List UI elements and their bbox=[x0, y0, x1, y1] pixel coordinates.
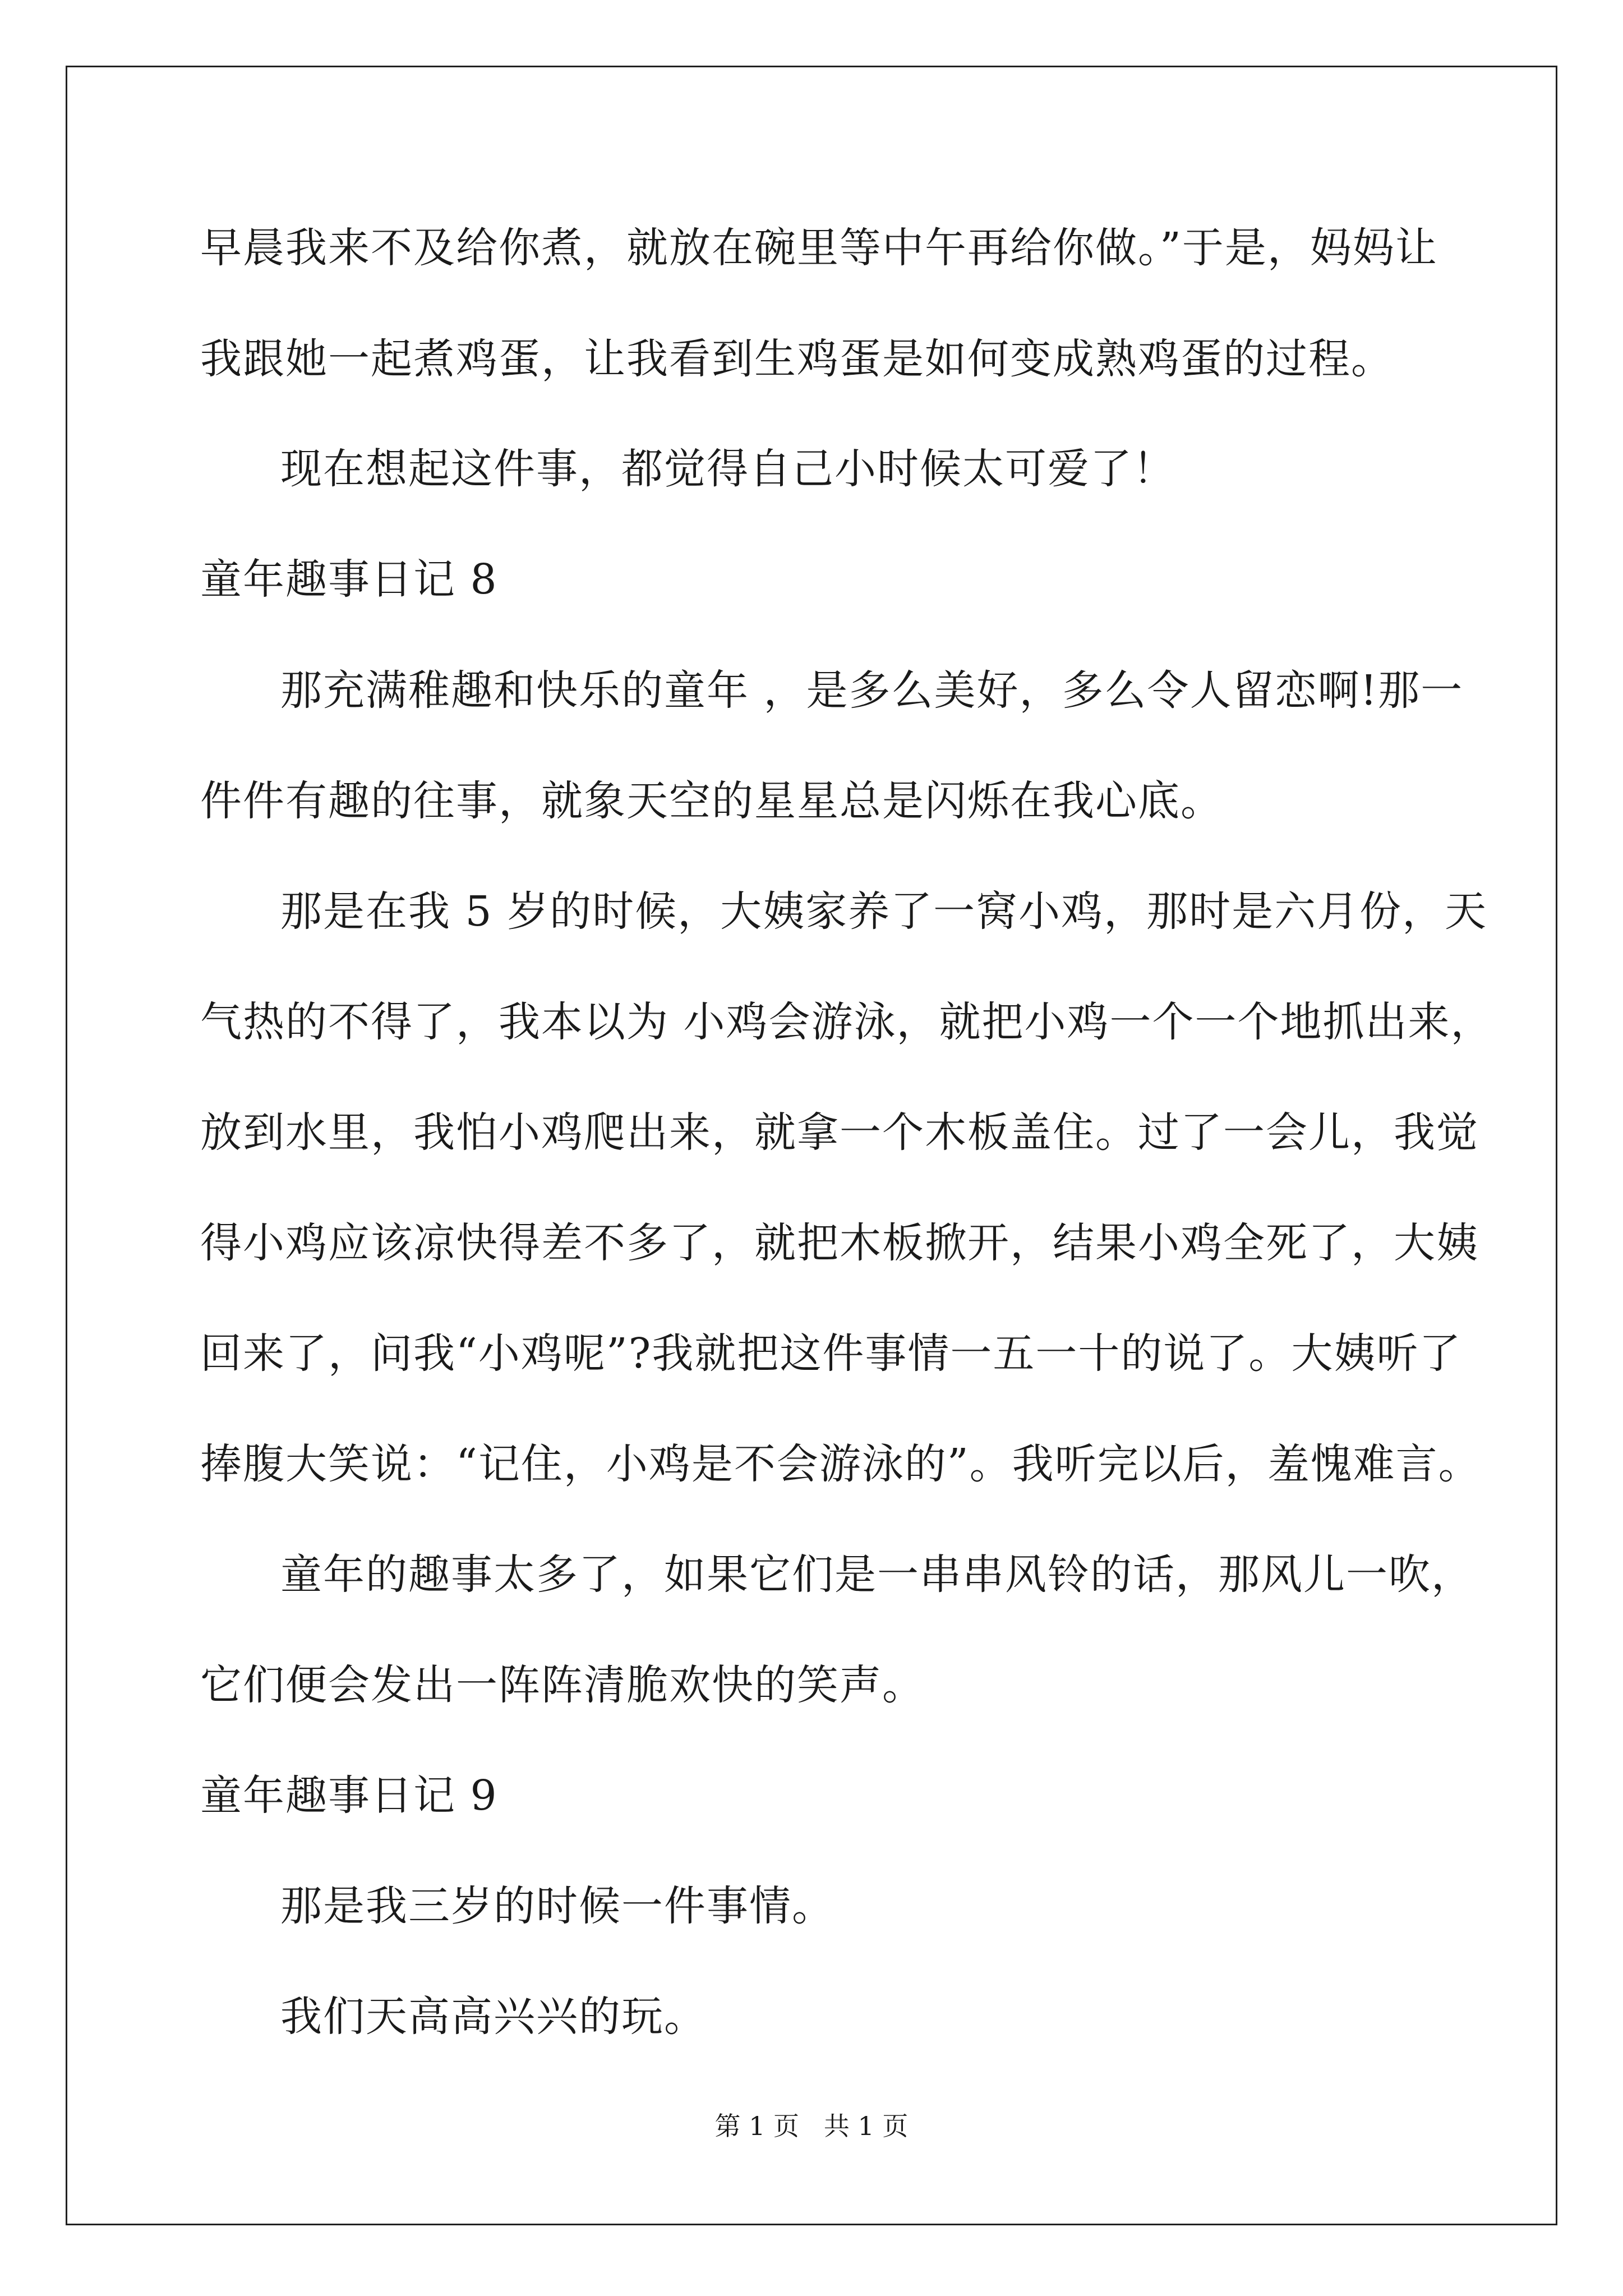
paragraph-line: 我跟她一起煮鸡蛋，让我看到生鸡蛋是如何变成熟鸡蛋的过程。 bbox=[200, 335, 1394, 383]
paragraph-line: 捧腹大笑说：“记住，小鸡是不会游泳的”。我听完以后，羞愧难言。 bbox=[200, 1440, 1481, 1488]
section-heading: 童年趣事日记 9 bbox=[200, 1772, 498, 1820]
page-footer: 第 1 页 共 1 页 bbox=[714, 2111, 909, 2141]
paragraph-line: 那是在我 5 岁的时候，大姨家养了一窝小鸡，那时是六月份，天 bbox=[280, 887, 1488, 936]
paragraph-line: 我们天高高兴兴的玩。 bbox=[280, 1993, 707, 2041]
paragraph-line: 它们便会发出一阵阵清脆欢快的笑声。 bbox=[200, 1661, 925, 1709]
section-heading: 童年趣事日记 8 bbox=[200, 555, 498, 604]
paragraph-line: 现在想起这件事，都觉得自己小时候太可爱了！ bbox=[280, 445, 1175, 493]
paragraph-line: 早晨我来不及给你煮，就放在碗里等中午再给你做。”于是，妈妈让 bbox=[200, 224, 1438, 272]
paragraph-line: 气热的不得了，我本以为 小鸡会游泳，就把小鸡一个一个地抓出来， bbox=[200, 998, 1493, 1046]
paragraph-line: 回来了，问我“小鸡呢”?我就把这件事情一五一十的说了。大姨听了 bbox=[200, 1329, 1462, 1378]
paragraph-line: 件件有趣的往事，就象天空的星星总是闪烁在我心底。 bbox=[200, 777, 1223, 825]
paragraph-line: 那充满稚趣和快乐的童年 ，是多么美好，多么令人留恋啊!那一 bbox=[280, 666, 1464, 715]
paragraph-line: 得小鸡应该凉快得差不多了，就把木板掀开，结果小鸡全死了，大姨 bbox=[200, 1219, 1479, 1267]
paragraph-line: 放到水里，我怕小鸡爬出来，就拿一个木板盖住。过了一会儿，我觉 bbox=[200, 1108, 1479, 1157]
paragraph-line: 童年的趣事太多了，如果它们是一串串风铃的话，那风儿一吹， bbox=[280, 1550, 1474, 1599]
paragraph-line: 那是我三岁的时候一件事情。 bbox=[280, 1882, 834, 1930]
